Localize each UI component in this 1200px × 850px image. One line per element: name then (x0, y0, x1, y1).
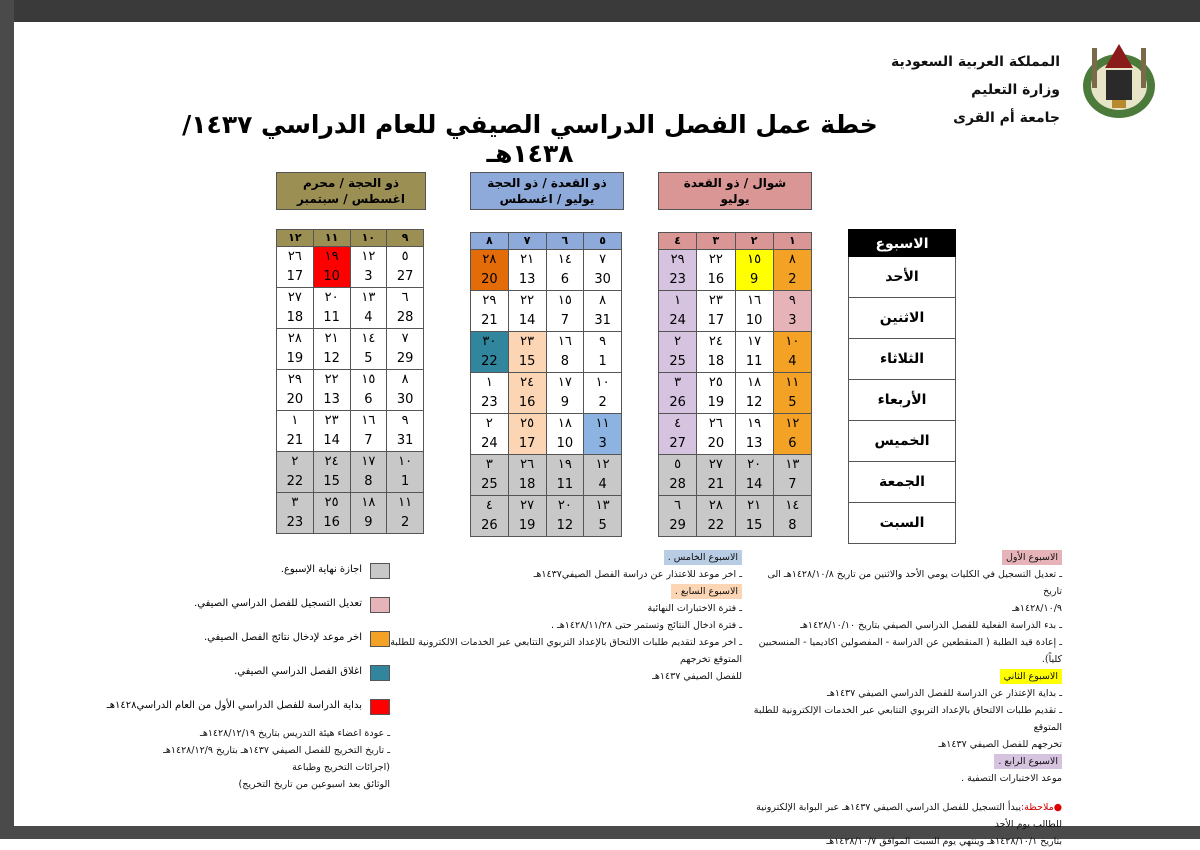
gregorian-date-cell: 7 (350, 431, 387, 452)
note-line: ـ تعديل التسجيل في الكليات يومي الأحد والاثنين من تاريخ ١٤٢٨/١٠/٨هـ الى تاريخ (767, 569, 1062, 597)
gregorian-date-cell: 5 (773, 393, 811, 414)
gregorian-date-cell: 19 (277, 349, 314, 370)
gregorian-date-row (471, 434, 622, 455)
gregorian-date-cell: 18 (508, 475, 546, 496)
gregorian-date-cell: 14 (508, 311, 546, 332)
hijri-date-cell: ٢١ (313, 329, 350, 350)
note-line: موعد الاختبارات التصفية . (961, 773, 1062, 784)
note-line: ـ بداية الإعتذار عن الدراسة للفصل الدراسي الصيفي ١٤٣٧هـ (827, 688, 1062, 699)
gregorian-date-row (659, 311, 812, 332)
hijri-date-cell: ٢٣ (508, 332, 546, 353)
week-number: ٩ (387, 230, 424, 247)
hijri-date-row (471, 373, 622, 394)
legend-swatch (370, 699, 390, 715)
week-number: ٣ (697, 233, 735, 250)
gregorian-date-row (659, 270, 812, 291)
gregorian-date-cell: 11 (313, 308, 350, 329)
gregorian-date-cell: 16 (508, 393, 546, 414)
gregorian-date-cell: 22 (277, 472, 314, 493)
hijri-date-cell: ١٣ (584, 496, 622, 517)
hijri-date-cell: ٣ (659, 373, 697, 394)
hijri-date-cell: ١١ (387, 493, 424, 514)
gregorian-date-cell: 14 (313, 431, 350, 452)
hijri-date-cell: ٢٣ (313, 411, 350, 432)
hijri-date-row (471, 414, 622, 435)
gregorian-date-cell: 4 (773, 352, 811, 373)
hijri-date-cell: ٢٠ (735, 455, 773, 476)
gregorian-date-cell: 1 (584, 352, 622, 373)
gregorian-date-cell: 12 (735, 393, 773, 414)
hijri-date-cell: ١٨ (735, 373, 773, 394)
header-ministry: وزارة التعليم (971, 82, 1060, 98)
hijri-date-row (277, 370, 424, 391)
hijri-date-cell: ٢ (277, 452, 314, 473)
hijri-date-cell: ٢٨ (277, 329, 314, 350)
hijri-date-cell: ١٥ (350, 370, 387, 391)
gregorian-date-cell: 27 (387, 267, 424, 288)
gregorian-date-cell: 17 (697, 311, 735, 332)
gregorian-date-cell: 20 (697, 434, 735, 455)
gregorian-date-cell: 29 (659, 516, 697, 537)
gregorian-date-cell: 6 (350, 390, 387, 411)
hijri-date-cell: ٢٤ (313, 452, 350, 473)
calendar-block-left (276, 229, 424, 534)
month-header-middle (470, 172, 624, 210)
legend-item (180, 595, 390, 615)
hijri-date-cell: ٢٦ (697, 414, 735, 435)
hijri-date-cell: ٩ (773, 291, 811, 312)
gregorian-date-cell: 13 (508, 270, 546, 291)
hijri-date-row (659, 250, 812, 271)
week-number: ٥ (584, 233, 622, 250)
window-top-border (0, 0, 1200, 22)
gregorian-date-cell: 16 (697, 270, 735, 291)
gregorian-date-cell: 10 (546, 434, 584, 455)
week-header: الاسبوع (848, 229, 956, 257)
legend-item (106, 697, 390, 717)
hijri-date-row (471, 455, 622, 476)
gregorian-date-cell: 22 (697, 516, 735, 537)
gregorian-date-row (659, 434, 812, 455)
hijri-date-cell: ٢٨ (471, 250, 509, 271)
hijri-date-cell: ٥ (659, 455, 697, 476)
hijri-date-cell: ١١ (584, 414, 622, 435)
gregorian-date-cell: 7 (546, 311, 584, 332)
note-line: ـ فترة ادخال النتائج وتستمر حتى ١٤٢٨/١١/٢٨هـ . (550, 620, 742, 631)
hijri-date-cell: ١٠ (773, 332, 811, 353)
day-saturday: السبت (848, 503, 956, 544)
week4-tag: الاسبوع الرابع . (994, 754, 1062, 769)
note-line: ـ بدء الدراسة الفعلية للفصل الدراسي الصيفي بتاريخ ١٤٢٨/١٠/١٠هـ (800, 620, 1062, 631)
hijri-date-row (659, 414, 812, 435)
hijri-date-row (659, 455, 812, 476)
hijri-date-cell: ٢٠ (546, 496, 584, 517)
gregorian-date-cell: 2 (584, 393, 622, 414)
week2-tag: الاسبوع الثاني (1000, 669, 1062, 684)
gregorian-date-cell: 2 (773, 270, 811, 291)
gregorian-date-cell: 11 (735, 352, 773, 373)
hijri-date-row (277, 329, 424, 350)
week-number-row (277, 230, 424, 247)
gregorian-date-cell: 9 (735, 270, 773, 291)
gregorian-date-cell: 27 (659, 434, 697, 455)
gregorian-date-cell: 1 (387, 472, 424, 493)
hijri-date-cell: ٢٢ (697, 250, 735, 271)
hijri-date-cell: ١٥ (546, 291, 584, 312)
gregorian-date-cell: 17 (277, 267, 314, 288)
note-line: ـ إعادة قيد الطلبة ( المنقطعين عن الدراسة - المفصولين اكاديميا - المنسحبين كلياً). (758, 637, 1062, 665)
page-title: خطة عمل الفصل الدراسي الصيفي للعام الدراسي ١٤٣٧/ ١٤٣٨هـ (182, 110, 878, 168)
gregorian-date-cell: 24 (471, 434, 509, 455)
month-gregorian: اغسطس / سبتمبر (297, 192, 405, 206)
hijri-date-cell: ١٦ (546, 332, 584, 353)
legend-item (180, 629, 390, 649)
legend-label: اجازة نهاية الإسبوع. (280, 564, 362, 575)
week-number: ٤ (659, 233, 697, 250)
hijri-date-cell: ١٩ (313, 247, 350, 268)
hijri-date-row (277, 452, 424, 473)
gregorian-date-row (277, 431, 424, 452)
month-gregorian: يوليو (720, 192, 750, 206)
gregorian-date-cell: 6 (546, 270, 584, 291)
hijri-date-cell: ١٨ (350, 493, 387, 514)
month-header-right (658, 172, 812, 210)
hijri-date-cell: ٢٧ (277, 288, 314, 309)
hijri-date-cell: ٢٥ (508, 414, 546, 435)
hijri-date-row (277, 493, 424, 514)
hijri-date-cell: ٢ (471, 414, 509, 435)
hijri-date-cell: ٦ (387, 288, 424, 309)
note-line: للفصل الصيفي ١٤٣٧هـ (652, 671, 742, 682)
gregorian-date-row (471, 270, 622, 291)
note-bullet-icon: ● (1053, 802, 1062, 813)
hijri-date-cell: ١٧ (350, 452, 387, 473)
week-number: ٢ (735, 233, 773, 250)
gregorian-date-cell: 8 (546, 352, 584, 373)
legend-label: بداية الدراسة للفصل الدراسي الأول من العام الدراسي١٤٢٨هـ (106, 700, 362, 711)
gregorian-date-row (659, 352, 812, 373)
day-monday: الاثنين (848, 298, 956, 339)
hijri-date-cell: ٢٩ (471, 291, 509, 312)
note-line: ١٤٢٨/١٠/٩هـ (1012, 603, 1062, 614)
hijri-date-row (471, 291, 622, 312)
month-gregorian: يوليو / اغسطس (499, 192, 595, 206)
week-number: ١٢ (277, 230, 314, 247)
gregorian-date-cell: 31 (584, 311, 622, 332)
hijri-date-cell: ٢٤ (697, 332, 735, 353)
gregorian-date-cell: 3 (773, 311, 811, 332)
gregorian-date-cell: 7 (773, 475, 811, 496)
gregorian-date-row (659, 516, 812, 537)
hijri-date-row (471, 250, 622, 271)
gregorian-date-cell: 12 (313, 349, 350, 370)
week-number: ٨ (471, 233, 509, 250)
legend-label: تعديل التسجيل للفصل الدراسي الصيفي. (194, 598, 362, 609)
hijri-date-cell: ٣٠ (471, 332, 509, 353)
gregorian-date-cell: 23 (659, 270, 697, 291)
note-line: ـ عودة اعضاء هيئة التدريس بتاريخ ١٤٢٨/١٢/١٩هـ (200, 728, 390, 739)
gregorian-date-row (471, 311, 622, 332)
gregorian-date-cell: 4 (350, 308, 387, 329)
week-number: ٧ (508, 233, 546, 250)
hijri-date-cell: ١٢ (350, 247, 387, 268)
gregorian-date-row (471, 475, 622, 496)
hijri-date-cell: ١٣ (350, 288, 387, 309)
month-hijri: ذو القعدة / ذو الحجة (487, 176, 607, 190)
hijri-date-cell: ٩ (584, 332, 622, 353)
note-label: ملاحظة: (1020, 802, 1054, 813)
gregorian-date-row (277, 390, 424, 411)
week-number-row (659, 233, 812, 250)
day-tuesday: الثلاثاء (848, 339, 956, 380)
note-line: ـ فترة الاختبارات النهائية (647, 603, 742, 614)
hijri-date-row (471, 496, 622, 517)
hijri-date-cell: ١٩ (546, 455, 584, 476)
gregorian-date-cell: 19 (697, 393, 735, 414)
hijri-date-row (659, 291, 812, 312)
gregorian-date-cell: 8 (350, 472, 387, 493)
gregorian-date-row (277, 267, 424, 288)
hijri-date-cell: ٢٥ (697, 373, 735, 394)
week-number: ١١ (313, 230, 350, 247)
note-line: بتاريخ ١٤٢٨/١٠/١هـ وينتهي يوم السبت الموافق ١٤٢٨/١٠/٧هـ (826, 836, 1062, 847)
hijri-date-cell: ٢١ (735, 496, 773, 517)
gregorian-date-cell: 11 (546, 475, 584, 496)
hijri-date-cell: ٢٧ (508, 496, 546, 517)
hijri-date-cell: ١٠ (584, 373, 622, 394)
day-friday: الجمعة (848, 462, 956, 503)
day-sunday: الأحد (848, 257, 956, 298)
hijri-date-cell: ٢٧ (697, 455, 735, 476)
hijri-date-cell: ٨ (387, 370, 424, 391)
gregorian-date-cell: 5 (350, 349, 387, 370)
hijri-date-row (277, 411, 424, 432)
gregorian-date-cell: 13 (735, 434, 773, 455)
hijri-date-cell: ٦ (659, 496, 697, 517)
gregorian-date-cell: 6 (773, 434, 811, 455)
gregorian-date-row (277, 349, 424, 370)
gregorian-date-row (659, 475, 812, 496)
gregorian-date-cell: 13 (313, 390, 350, 411)
hijri-date-cell: ٤ (659, 414, 697, 435)
hijri-date-cell: ٢٦ (277, 247, 314, 268)
gregorian-date-cell: 15 (508, 352, 546, 373)
gregorian-date-cell: 9 (546, 393, 584, 414)
gregorian-date-cell: 21 (277, 431, 314, 452)
gregorian-date-cell: 18 (697, 352, 735, 373)
note-line: الوثائق بعد اسبوعين من تاريخ التخريج) (238, 779, 390, 790)
header-country: المملكة العربية السعودية (891, 54, 1060, 70)
note-line: ـ اخر موعد للاعتذار عن دراسة الفصل الصيفي١٤٣٧هـ (533, 569, 742, 580)
gregorian-date-cell: 23 (277, 513, 314, 534)
week5-tag: الاسبوع الخامس . (664, 550, 742, 565)
week1-tag: الاسبوع الأول (1002, 550, 1062, 565)
gregorian-date-cell: 21 (471, 311, 509, 332)
hijri-date-row (277, 288, 424, 309)
hijri-date-cell: ١٢ (584, 455, 622, 476)
hijri-date-row (659, 496, 812, 517)
hijri-date-cell: ٩ (387, 411, 424, 432)
week-number: ٦ (546, 233, 584, 250)
hijri-date-cell: ٢٩ (659, 250, 697, 271)
window-left-border (0, 0, 14, 839)
hijri-date-cell: ١٢ (773, 414, 811, 435)
gregorian-date-row (277, 513, 424, 534)
hijri-date-cell: ٣ (471, 455, 509, 476)
gregorian-date-cell: 14 (735, 475, 773, 496)
hijri-date-cell: ٣ (277, 493, 314, 514)
gregorian-date-cell: 24 (659, 311, 697, 332)
gregorian-date-cell: 23 (471, 393, 509, 414)
hijri-date-cell: ١١ (773, 373, 811, 394)
notes-middle (372, 549, 742, 685)
week7-tag: الاسبوع السابع . (671, 584, 742, 599)
gregorian-date-cell: 5 (584, 516, 622, 537)
month-hijri: شوال / ذو القعدة (683, 176, 787, 190)
hijri-date-cell: ١٣ (773, 455, 811, 476)
week-number-row (471, 233, 622, 250)
hijri-date-row (471, 332, 622, 353)
hijri-date-cell: ٧ (584, 250, 622, 271)
hijri-date-cell: ٢٦ (508, 455, 546, 476)
hijri-date-cell: ١ (659, 291, 697, 312)
hijri-date-cell: ٢٨ (697, 496, 735, 517)
hijri-date-cell: ١٦ (350, 411, 387, 432)
hijri-date-cell: ١٧ (546, 373, 584, 394)
hijri-date-cell: ٢٢ (508, 291, 546, 312)
gregorian-date-cell: 25 (659, 352, 697, 373)
week-number: ١٠ (350, 230, 387, 247)
legend-notes (150, 725, 390, 793)
gregorian-date-row (277, 308, 424, 329)
gregorian-date-cell: 3 (350, 267, 387, 288)
gregorian-date-cell: 29 (387, 349, 424, 370)
gregorian-date-cell: 3 (584, 434, 622, 455)
calendar-block-right (658, 232, 812, 537)
legend-item (180, 663, 390, 683)
hijri-date-cell: ١٠ (387, 452, 424, 473)
gregorian-date-cell: 20 (277, 390, 314, 411)
hijri-date-cell: ٢ (659, 332, 697, 353)
hijri-date-cell: ١٧ (735, 332, 773, 353)
hijri-date-cell: ١ (471, 373, 509, 394)
gregorian-date-cell: 10 (313, 267, 350, 288)
hijri-date-row (659, 373, 812, 394)
hijri-date-cell: ٢٩ (277, 370, 314, 391)
gregorian-date-cell: 26 (659, 393, 697, 414)
gregorian-date-cell: 20 (471, 270, 509, 291)
gregorian-date-cell: 18 (277, 308, 314, 329)
gregorian-date-cell: 17 (508, 434, 546, 455)
gregorian-date-cell: 12 (546, 516, 584, 537)
legend-item (180, 561, 390, 581)
gregorian-date-cell: 15 (735, 516, 773, 537)
note-line: يبدأ التسجيل للفصل الدراسي الصيفي ١٤٣٧هـ عبر البوابة الإلكترونية للطالب يوم الأحد (756, 802, 1062, 830)
gregorian-date-cell: 15 (313, 472, 350, 493)
gregorian-date-cell: 9 (350, 513, 387, 534)
hijri-date-cell: ١٤ (350, 329, 387, 350)
month-hijri: ذو الحجة / محرم (302, 176, 400, 190)
gregorian-date-row (471, 393, 622, 414)
month-header-left (276, 172, 426, 210)
gregorian-date-cell: 30 (584, 270, 622, 291)
hijri-date-cell: ٢٢ (313, 370, 350, 391)
legend-label: اغلاق الفصل الدراسي الصيفي. (234, 666, 362, 677)
hijri-date-cell: ٢٤ (508, 373, 546, 394)
gregorian-date-cell: 16 (313, 513, 350, 534)
hijri-date-cell: ١٤ (546, 250, 584, 271)
gregorian-date-cell: 28 (659, 475, 697, 496)
hijri-date-cell: ١٥ (735, 250, 773, 271)
hijri-date-cell: ١ (277, 411, 314, 432)
gregorian-date-cell: 28 (387, 308, 424, 329)
week-number: ١ (773, 233, 811, 250)
hijri-date-cell: ٥ (387, 247, 424, 268)
note-line: تخرجهم للفصل الصيفي ١٤٣٧هـ (938, 739, 1062, 750)
ministry-header (891, 48, 1060, 132)
hijri-date-row (659, 332, 812, 353)
hijri-date-cell: ٢٠ (313, 288, 350, 309)
note-line: ـ اخر موعد لتقديم طلبات الالتحاق بالإعداد التربوي التتابعي عبر الخدمات الالكترونية للطلبة المتوقع تخرجهم (390, 637, 742, 665)
note-line: ـ تقديم طلبات الالتحاق بالإعداد التربوي التتابعي عبر الخدمات الإلكترونية للطلبة المتوقع (753, 705, 1062, 733)
hijri-date-cell: ٤ (471, 496, 509, 517)
university-logo-icon (1078, 34, 1160, 120)
gregorian-date-cell: 25 (471, 475, 509, 496)
hijri-date-cell: ١٨ (546, 414, 584, 435)
hijri-date-cell: ٢٥ (313, 493, 350, 514)
gregorian-date-cell: 22 (471, 352, 509, 373)
legend-label: اخر موعد لإدخال نتائج الفصل الصيفي. (203, 632, 362, 643)
hijri-date-cell: ٢١ (508, 250, 546, 271)
gregorian-date-row (471, 352, 622, 373)
day-thursday: الخميس (848, 421, 956, 462)
hijri-date-cell: ٨ (773, 250, 811, 271)
gregorian-date-cell: 8 (773, 516, 811, 537)
hijri-date-cell: ٨ (584, 291, 622, 312)
day-wednesday: الأربعاء (848, 380, 956, 421)
hijri-date-cell: ٧ (387, 329, 424, 350)
calendar-block-middle (470, 232, 622, 537)
gregorian-date-cell: 30 (387, 390, 424, 411)
note-line: ـ تاريخ التخريج للفصل الصيفي ١٤٣٧هـ بتاريخ ١٤٢٨/١٢/٩هـ (اجرائات التخريج وطباعة (163, 745, 390, 773)
header-university: جامعة أم القرى (953, 110, 1060, 126)
gregorian-date-cell: 2 (387, 513, 424, 534)
hijri-date-row (277, 247, 424, 268)
gregorian-date-cell: 4 (584, 475, 622, 496)
hijri-date-cell: ١٩ (735, 414, 773, 435)
gregorian-date-row (659, 393, 812, 414)
notes-right (746, 549, 1062, 850)
gregorian-date-cell: 10 (735, 311, 773, 332)
gregorian-date-row (471, 516, 622, 537)
hijri-date-cell: ٢٣ (697, 291, 735, 312)
hijri-date-cell: ١٤ (773, 496, 811, 517)
gregorian-date-cell: 31 (387, 431, 424, 452)
gregorian-date-cell: 21 (697, 475, 735, 496)
gregorian-date-row (277, 472, 424, 493)
gregorian-date-cell: 26 (471, 516, 509, 537)
days-column (848, 229, 956, 544)
hijri-date-cell: ١٦ (735, 291, 773, 312)
gregorian-date-cell: 19 (508, 516, 546, 537)
